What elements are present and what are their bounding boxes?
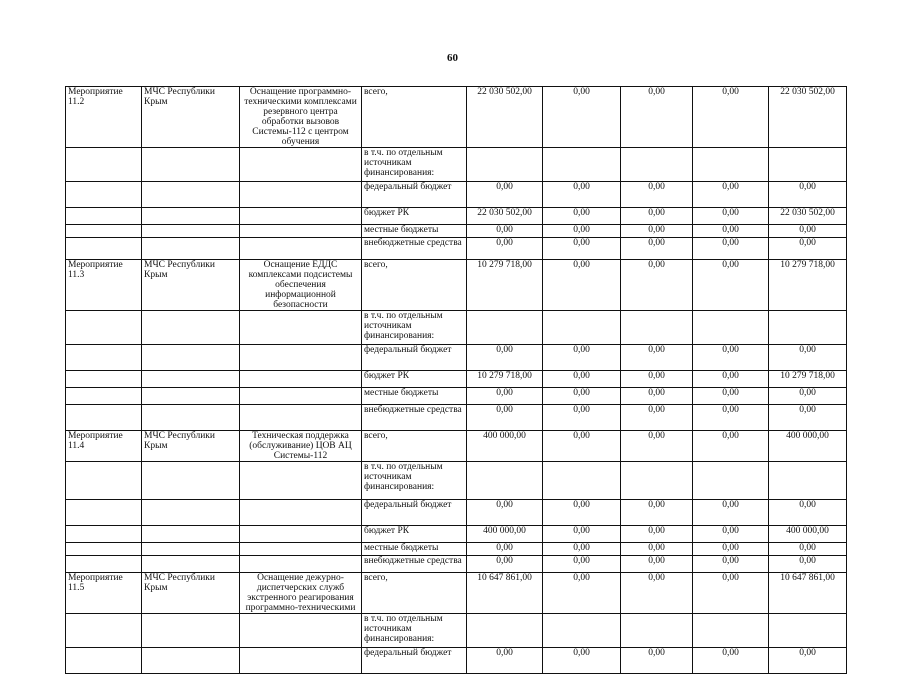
amount-cell: 0,00 — [693, 238, 769, 260]
empty-cell — [693, 148, 769, 182]
continuation-cell — [240, 614, 362, 648]
source-label: местные бюджеты — [362, 225, 467, 238]
amount-cell: 0,00 — [769, 388, 847, 405]
amount-cell: 0,00 — [621, 182, 693, 208]
source-label: федеральный бюджет — [362, 648, 467, 674]
amount-cell: 0,00 — [693, 345, 769, 371]
continuation-cell — [240, 238, 362, 260]
table-row — [66, 614, 847, 648]
source-label: внебюджетные средства — [362, 556, 467, 573]
continuation-cell — [240, 311, 362, 345]
continuation-cell — [240, 148, 362, 182]
empty-cell — [621, 148, 693, 182]
continuation-cell — [142, 371, 240, 388]
empty-cell — [621, 311, 693, 345]
continuation-cell — [66, 311, 142, 345]
continuation-cell — [240, 556, 362, 573]
amount-cell: 0,00 — [769, 182, 847, 208]
source-label: всего, — [362, 87, 467, 148]
continuation-cell — [240, 405, 362, 431]
continuation-cell — [66, 182, 142, 208]
amount-cell: 0,00 — [467, 405, 543, 431]
continuation-cell — [240, 648, 362, 674]
empty-cell — [769, 614, 847, 648]
continuation-cell — [142, 648, 240, 674]
amount-cell: 0,00 — [467, 238, 543, 260]
amount-cell: 400 000,00 — [467, 526, 543, 543]
responsible-cell: МЧС Республики Крым — [142, 573, 240, 614]
amount-cell: 0,00 — [543, 526, 621, 543]
amount-cell: 0,00 — [769, 225, 847, 238]
continuation-cell — [142, 500, 240, 526]
amount-cell: 0,00 — [543, 87, 621, 148]
amount-cell: 0,00 — [769, 556, 847, 573]
empty-cell — [467, 148, 543, 182]
amount-cell: 22 030 502,00 — [467, 87, 543, 148]
amount-cell: 0,00 — [467, 345, 543, 371]
continuation-cell — [240, 371, 362, 388]
amount-cell: 10 279 718,00 — [769, 260, 847, 311]
continuation-cell — [66, 225, 142, 238]
table-row — [66, 526, 847, 543]
amount-cell: 0,00 — [693, 543, 769, 556]
continuation-cell — [142, 345, 240, 371]
amount-cell: 0,00 — [543, 573, 621, 614]
empty-cell — [467, 614, 543, 648]
continuation-cell — [240, 225, 362, 238]
empty-cell — [693, 462, 769, 500]
amount-cell: 10 647 861,00 — [467, 573, 543, 614]
continuation-cell — [240, 462, 362, 500]
continuation-cell — [240, 526, 362, 543]
amount-cell: 0,00 — [467, 225, 543, 238]
empty-cell — [543, 148, 621, 182]
measure-cell: Мероприятие 11.3 — [66, 260, 142, 311]
table-row — [66, 648, 847, 674]
source-label: федеральный бюджет — [362, 345, 467, 371]
table-row — [66, 208, 847, 225]
source-label: местные бюджеты — [362, 543, 467, 556]
amount-cell: 22 030 502,00 — [769, 87, 847, 148]
amount-cell: 0,00 — [621, 260, 693, 311]
amount-cell: 0,00 — [621, 648, 693, 674]
continuation-cell — [240, 543, 362, 556]
table-row — [66, 462, 847, 500]
amount-cell: 0,00 — [621, 543, 693, 556]
empty-cell — [467, 462, 543, 500]
table-row — [66, 556, 847, 573]
table-row — [66, 260, 847, 311]
continuation-cell — [66, 388, 142, 405]
continuation-cell — [240, 182, 362, 208]
page-number: 60 — [447, 52, 458, 64]
empty-cell — [693, 311, 769, 345]
budget-table — [65, 86, 847, 674]
amount-cell: 0,00 — [769, 345, 847, 371]
continuation-cell — [66, 614, 142, 648]
continuation-cell — [142, 556, 240, 573]
table-row — [66, 148, 847, 182]
table-row — [66, 573, 847, 614]
amount-cell: 0,00 — [693, 573, 769, 614]
continuation-cell — [66, 148, 142, 182]
responsible-cell: МЧС Республики Крым — [142, 260, 240, 311]
amount-cell: 0,00 — [621, 431, 693, 462]
continuation-cell — [240, 208, 362, 225]
amount-cell: 0,00 — [693, 526, 769, 543]
source-label: внебюджетные средства — [362, 238, 467, 260]
empty-cell — [621, 462, 693, 500]
table-row — [66, 345, 847, 371]
source-label: всего, — [362, 431, 467, 462]
continuation-cell — [142, 614, 240, 648]
amount-cell: 0,00 — [621, 208, 693, 225]
table-row — [66, 371, 847, 388]
continuation-cell — [142, 148, 240, 182]
continuation-cell — [66, 648, 142, 674]
source-label: внебюджетные средства — [362, 405, 467, 431]
table-row — [66, 311, 847, 345]
amount-cell: 0,00 — [693, 556, 769, 573]
continuation-cell — [66, 345, 142, 371]
continuation-cell — [240, 345, 362, 371]
amount-cell: 22 030 502,00 — [769, 208, 847, 225]
amount-cell: 0,00 — [621, 345, 693, 371]
measure-cell: Мероприятие 11.4 — [66, 431, 142, 462]
responsible-cell: МЧС Республики Крым — [142, 431, 240, 462]
continuation-cell — [142, 543, 240, 556]
continuation-cell — [142, 311, 240, 345]
amount-cell: 0,00 — [543, 225, 621, 238]
amount-cell: 22 030 502,00 — [467, 208, 543, 225]
amount-cell: 0,00 — [543, 543, 621, 556]
amount-cell: 0,00 — [467, 388, 543, 405]
source-label: в т.ч. по отдельным источникам финансирования: — [362, 311, 467, 345]
amount-cell: 0,00 — [693, 405, 769, 431]
amount-cell: 0,00 — [543, 431, 621, 462]
amount-cell: 10 279 718,00 — [467, 371, 543, 388]
continuation-cell — [142, 526, 240, 543]
amount-cell: 10 647 861,00 — [769, 573, 847, 614]
table-row — [66, 238, 847, 260]
amount-cell: 0,00 — [467, 556, 543, 573]
table-row — [66, 500, 847, 526]
amount-cell: 0,00 — [621, 371, 693, 388]
amount-cell: 0,00 — [693, 648, 769, 674]
amount-cell: 0,00 — [621, 388, 693, 405]
source-label: бюджет РК — [362, 526, 467, 543]
amount-cell: 0,00 — [543, 182, 621, 208]
description-cell: Техническая поддержка (обслуживание) ЦОВ АЦ Системы-112 — [240, 431, 362, 462]
description-cell: Оснащение программно-техническими комплексами резервного центра обработки вызовов Системы-112 с центром обучения — [240, 87, 362, 148]
amount-cell: 0,00 — [543, 556, 621, 573]
amount-cell: 0,00 — [621, 526, 693, 543]
empty-cell — [543, 614, 621, 648]
amount-cell: 0,00 — [693, 182, 769, 208]
continuation-cell — [66, 238, 142, 260]
amount-cell: 0,00 — [621, 573, 693, 614]
amount-cell: 0,00 — [769, 405, 847, 431]
table-row — [66, 87, 847, 148]
continuation-cell — [142, 405, 240, 431]
measure-cell: Мероприятие 11.5 — [66, 573, 142, 614]
continuation-cell — [66, 462, 142, 500]
table-row — [66, 182, 847, 208]
source-label: бюджет РК — [362, 208, 467, 225]
continuation-cell — [66, 208, 142, 225]
amount-cell: 0,00 — [769, 648, 847, 674]
continuation-cell — [142, 388, 240, 405]
amount-cell: 0,00 — [621, 405, 693, 431]
empty-cell — [467, 311, 543, 345]
amount-cell: 0,00 — [621, 500, 693, 526]
amount-cell: 10 279 718,00 — [769, 371, 847, 388]
table-row — [66, 225, 847, 238]
continuation-cell — [66, 526, 142, 543]
table-row — [66, 388, 847, 405]
continuation-cell — [66, 371, 142, 388]
source-label: федеральный бюджет — [362, 182, 467, 208]
source-label: в т.ч. по отдельным источникам финансирования: — [362, 462, 467, 500]
responsible-cell: МЧС Республики Крым — [142, 87, 240, 148]
continuation-cell — [240, 500, 362, 526]
amount-cell: 400 000,00 — [467, 431, 543, 462]
amount-cell: 400 000,00 — [769, 431, 847, 462]
amount-cell: 0,00 — [693, 431, 769, 462]
amount-cell: 0,00 — [693, 87, 769, 148]
amount-cell: 0,00 — [467, 182, 543, 208]
amount-cell: 0,00 — [621, 87, 693, 148]
amount-cell: 0,00 — [621, 238, 693, 260]
amount-cell: 0,00 — [543, 345, 621, 371]
continuation-cell — [142, 462, 240, 500]
amount-cell: 0,00 — [467, 500, 543, 526]
source-label: местные бюджеты — [362, 388, 467, 405]
continuation-cell — [66, 500, 142, 526]
source-label: федеральный бюджет — [362, 500, 467, 526]
amount-cell: 0,00 — [693, 225, 769, 238]
amount-cell: 0,00 — [769, 500, 847, 526]
continuation-cell — [142, 238, 240, 260]
amount-cell: 0,00 — [543, 388, 621, 405]
table-row — [66, 405, 847, 431]
empty-cell — [693, 614, 769, 648]
empty-cell — [769, 311, 847, 345]
source-label: в т.ч. по отдельным источникам финансирования: — [362, 614, 467, 648]
description-cell: Оснащение ЕДДС комплексами подсистемы обеспечения информационной безопасности — [240, 260, 362, 311]
table-row — [66, 543, 847, 556]
continuation-cell — [66, 543, 142, 556]
measure-cell: Мероприятие 11.2 — [66, 87, 142, 148]
amount-cell: 0,00 — [543, 208, 621, 225]
empty-cell — [543, 311, 621, 345]
amount-cell: 0,00 — [543, 648, 621, 674]
empty-cell — [769, 462, 847, 500]
amount-cell: 0,00 — [543, 405, 621, 431]
empty-cell — [769, 148, 847, 182]
continuation-cell — [240, 388, 362, 405]
source-label: в т.ч. по отдельным источникам финансирования: — [362, 148, 467, 182]
table-row — [66, 431, 847, 462]
amount-cell: 0,00 — [621, 556, 693, 573]
continuation-cell — [142, 208, 240, 225]
amount-cell: 10 279 718,00 — [467, 260, 543, 311]
amount-cell: 0,00 — [693, 260, 769, 311]
source-label: всего, — [362, 260, 467, 311]
amount-cell: 0,00 — [543, 500, 621, 526]
amount-cell: 400 000,00 — [769, 526, 847, 543]
amount-cell: 0,00 — [467, 648, 543, 674]
amount-cell: 0,00 — [693, 388, 769, 405]
continuation-cell — [142, 225, 240, 238]
description-cell: Оснащение дежурно-диспетчерских служб экстренного реагирования программно-техническими — [240, 573, 362, 614]
amount-cell: 0,00 — [693, 208, 769, 225]
continuation-cell — [66, 556, 142, 573]
source-label: бюджет РК — [362, 371, 467, 388]
empty-cell — [621, 614, 693, 648]
amount-cell: 0,00 — [621, 225, 693, 238]
amount-cell: 0,00 — [693, 500, 769, 526]
continuation-cell — [66, 405, 142, 431]
amount-cell: 0,00 — [769, 543, 847, 556]
amount-cell: 0,00 — [543, 260, 621, 311]
empty-cell — [543, 462, 621, 500]
source-label: всего, — [362, 573, 467, 614]
amount-cell: 0,00 — [693, 371, 769, 388]
continuation-cell — [142, 182, 240, 208]
amount-cell: 0,00 — [769, 238, 847, 260]
amount-cell: 0,00 — [543, 238, 621, 260]
amount-cell: 0,00 — [543, 371, 621, 388]
amount-cell: 0,00 — [467, 543, 543, 556]
